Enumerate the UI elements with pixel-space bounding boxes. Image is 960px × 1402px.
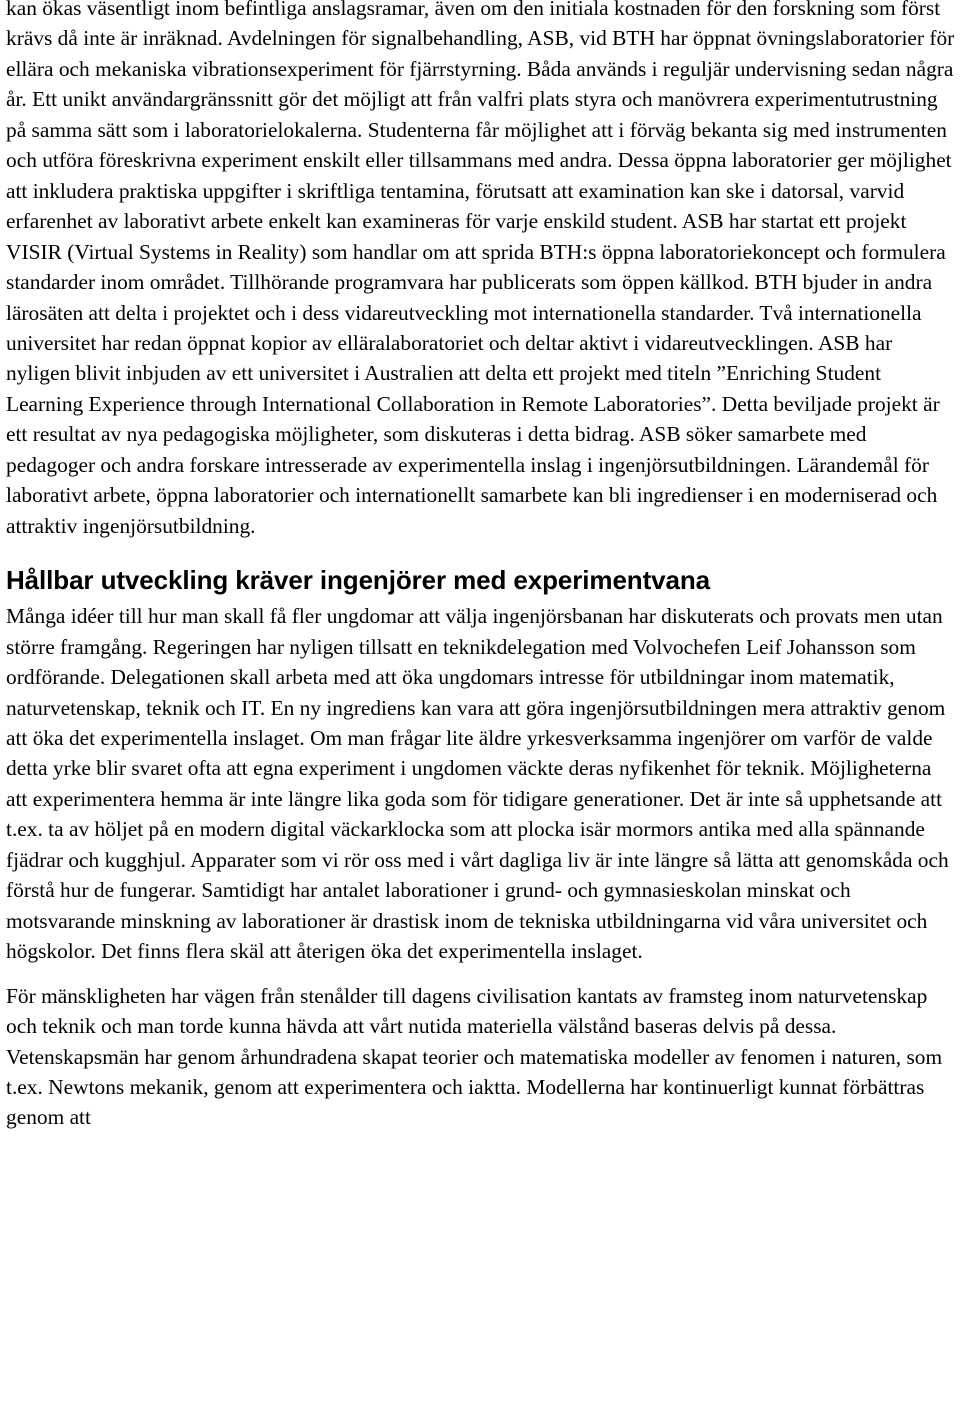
paragraph-open-laboratories: kan ökas väsentligt inom befintliga anslagsramar, även om den initiala kostnaden för den forskning som först krävs då inte är inräknad. Avdelningen för signalbehandling, ASB, vid BTH har öppnat övningslaboratorier för ellära och mekaniska vibrationsexperiment för fjärrstyrning. Båda används i reguljär undervisning sedan några år. Ett unikt användargränssnitt gör det möjligt att från valfri plats styra och manövrera experimentutrustning på samma sätt som i laboratorielokalerna. Studenterna får möjlighet att i förväg bekanta sig med instrumenten och utföra föreskrivna experiment enskilt eller tillsammans med andra. Dessa öppna laboratorier ger möjlighet att inkludera praktiska uppgifter i skriftliga tentamina, förutsatt att examination kan ske i datorsal, varvid erfarenhet av laborativt arbete enkelt kan examineras för varje enskild student. ASB har startat ett projekt VISIR (Virtual Systems in Reality) som handlar om att sprida BTH:s öppna laboratoriekoncept och formulera standarder inom området. Tillhörande programvara har publicerats som öppen källkod. BTH bjuder in andra lärosäten att delta i projektet och i dess vidareutveckling mot internationella standarder. Två internationella universitet har redan öppnat kopior av elläralaboratoriet och deltar aktivt i vidareutvecklingen. ASB har nyligen blivit inbjuden av ett universitet i Australien att delta ett projekt med titeln ”Enriching Student Learning Experience through International Collaboration in Remote Laboratories”. Detta beviljade projekt är ett resultat av nya pedagogiska möjligheter, som diskuteras i detta bidrag. ASB söker samarbete med pedagoger och andra forskare intresserade av experimentella inslag i ingenjörsutbildningen. Lärandemål för laborativt arbete, öppna laboratorier och internationellt samarbete kan bli ingredienser i en moderniserad och attraktiv ingenjörsutbildning. [6,0,955,538]
section-heading: Hållbar utveckling kräver ingenjörer med experimentvana [6,565,711,596]
paragraph-humanity-progress: För mänskligheten har vägen från stenålder till dagens civilisation kantats av framsteg inom naturvetenskap och teknik och man torde kunna hävda att vårt nutida materiella välstånd baseras delvis på dessa. Vetenskapsmän har genom århundradena skapat teorier och matematiska modeller av fenomen i naturen, som t.ex. Newtons mekanik, genom att experimentera och iaktta. Modellerna har kontinuerligt kunnat förbättras genom att [6,983,943,1130]
paragraph-experimental-engineering: Många idéer till hur man skall få fler ungdomar att välja ingenjörsbanan har diskuterats och provats men utan större framgång. Regeringen har nyligen tillsatt en teknikdelegation med Volvochefen Leif Johansson som ordförande. Delegationen skall arbeta med att öka ungdomars intresse för utbildningar inom matematik, naturvetenskap, teknik och IT. En ny ingrediens kan vara att göra ingenjörsutbildningen mera attraktiv genom att öka det experimentella inslaget. Om man frågar lite äldre yrkesverksamma ingenjörer om varför de valde detta yrke blir svaret ofta att egna experiment i ungdomen väckte deras nyfikenhet för teknik. Möjligheterna att experimentera hemma är inte längre lika goda som för tidigare generationer. Det är inte så upphetsande att t.ex. ta av höljet på en modern digital väckarklocka som att plocka isär mormors antika med alla spännande fjädrar och kugghjul. Apparater som vi rör oss med i vårt dagliga liv är inte längre så lätta att genomskåda och förstå hur de fungerar. Samtidigt har antalet laborationer i grund- och gymnasieskolan minskat och motsvarande minskning av laborationer är drastisk inom de tekniska utbildningarna vid våra universitet och högskolor. Det finns flera skäl att återigen öka det experimentella inslaget. [6,604,949,964]
document-page [6,0,958,1133]
